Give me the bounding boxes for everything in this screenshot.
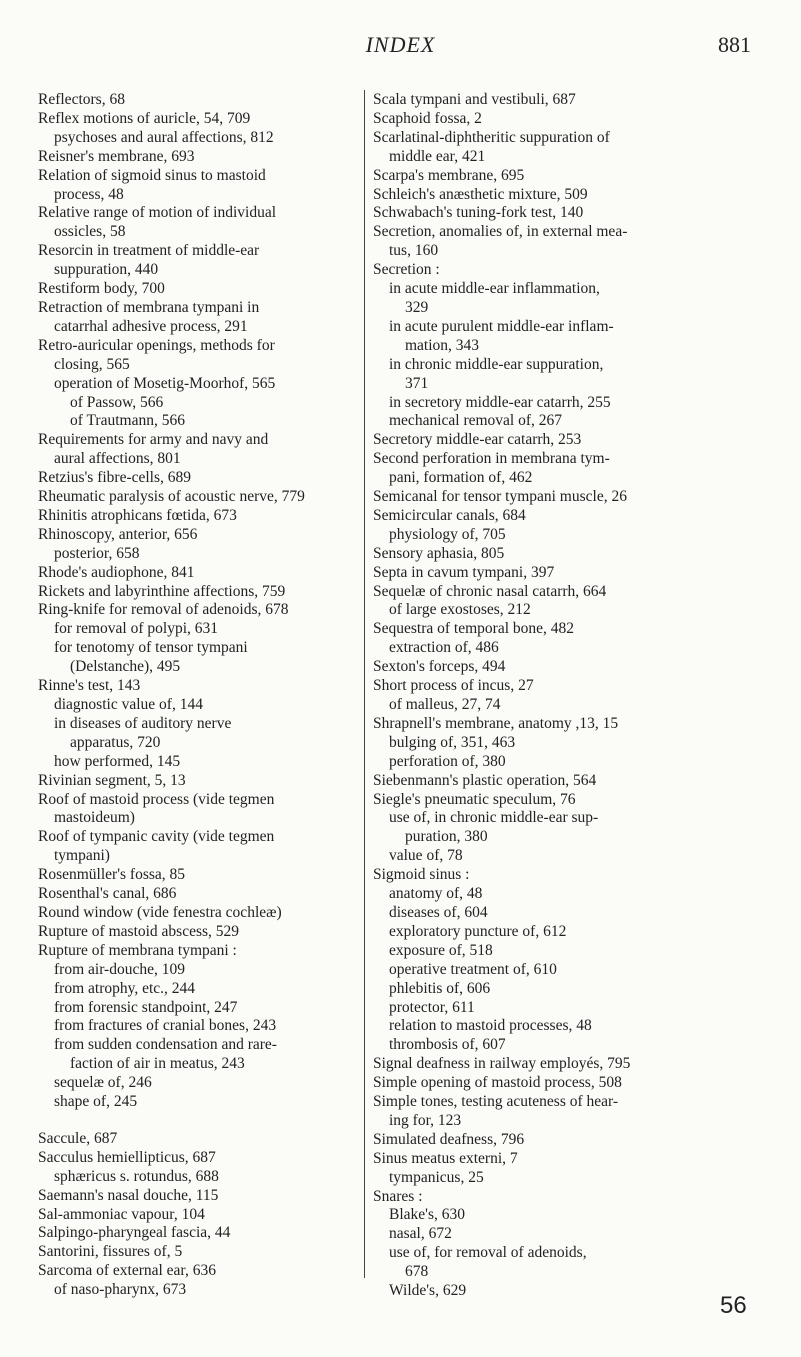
index-subentry: nasal, 672 <box>389 1225 452 1243</box>
index-entry: Short process of incus, 27 <box>373 677 534 695</box>
index-entry: Retraction of membrana tympani in <box>38 298 260 316</box>
index-subentry: from forensic standpoint, 247 <box>54 998 238 1016</box>
section-gap <box>38 1112 370 1130</box>
index-entry: Relative range of motion of individual <box>38 204 277 222</box>
index-entry: Sequestra of temporal bone, 482 <box>373 620 575 638</box>
index-subentry: bulging of, 351, 463 <box>389 733 516 751</box>
index-subentry: psychoses and aural affections, 812 <box>54 128 274 146</box>
index-entry: Simple opening of mastoid process, 508 <box>373 1074 622 1092</box>
index-entry: Rosenmüller's fossa, 85 <box>38 866 186 884</box>
index-subentry: operative treatment of, 610 <box>389 960 557 978</box>
index-entry: Rupture of membrana tympani : <box>38 941 237 959</box>
index-subentry: mation, 343 <box>405 336 480 354</box>
index-entry: Roof of mastoid process (vide tegmen <box>38 790 275 808</box>
index-subentry: process, 48 <box>54 185 124 203</box>
index-subentry: tympani) <box>54 847 110 865</box>
index-entry: Scaphoid fossa, 2 <box>373 109 482 127</box>
index-subentry: Wilde's, 629 <box>389 1282 467 1300</box>
index-subentry: middle ear, 421 <box>389 147 486 165</box>
index-entry: Secretion, anomalies of, in external mea- <box>373 223 628 241</box>
index-entry: Secretory middle-ear catarrh, 253 <box>373 431 582 449</box>
index-entry: Sinus meatus externi, 7 <box>373 1149 518 1167</box>
index-entry: Rheumatic paralysis of acoustic nerve, 779 <box>38 488 305 506</box>
index-entry: Rupture of mastoid abscess, 529 <box>38 922 240 940</box>
index-entry: Semicircular canals, 684 <box>373 506 526 524</box>
index-entry: Sarcoma of external ear, 636 <box>38 1262 216 1280</box>
index-subentry: puration, 380 <box>405 828 488 846</box>
index-subentry: in acute middle-ear inflammation, <box>389 280 600 298</box>
index-subentry: extraction of, 486 <box>389 639 499 657</box>
index-subentry: of Trautmann, 566 <box>70 412 185 430</box>
index-subentry: protector, 611 <box>389 998 475 1016</box>
index-subentry: mechanical removal of, 267 <box>389 412 563 430</box>
index-subentry: in diseases of auditory nerve <box>54 714 232 732</box>
index-entry: Snares : <box>373 1187 423 1205</box>
index-subentry: for tenotomy of tensor tympani <box>54 639 248 657</box>
index-entry: Rosenthal's canal, 686 <box>38 885 177 903</box>
index-subentry: in chronic middle-ear suppuration, <box>389 355 604 373</box>
index-entry: Sensory aphasia, 805 <box>373 544 505 562</box>
index-subentry: how performed, 145 <box>54 752 181 770</box>
index-subentry: from fractures of cranial bones, 243 <box>54 1017 277 1035</box>
index-subentry: posterior, 658 <box>54 544 140 562</box>
index-entry: Rhinitis atrophicans fœtida, 673 <box>38 506 237 524</box>
index-entry: Retro-auricular openings, methods for <box>38 336 275 354</box>
index-entry: Salpingo-pharyngeal fascia, 44 <box>38 1224 231 1242</box>
index-entry: Santorini, fissures of, 5 <box>38 1243 183 1261</box>
index-entry: Schleich's anæsthetic mixture, 509 <box>373 185 588 203</box>
index-subentry: tympanicus, 25 <box>389 1168 484 1186</box>
index-subentry: ing for, 123 <box>389 1111 462 1129</box>
index-subentry: in secretory middle-ear catarrh, 255 <box>389 393 611 411</box>
index-entry: Rivinian segment, 5, 13 <box>38 771 186 789</box>
index-subentry: anatomy of, 48 <box>389 885 483 903</box>
index-entry: Septa in cavum tympani, 397 <box>373 563 555 581</box>
index-subentry: of naso-pharynx, 673 <box>54 1281 187 1299</box>
index-entry: Reflectors, 68 <box>38 91 125 108</box>
index-entry: Simple tones, testing acuteness of hear- <box>373 1093 619 1111</box>
index-subentry: aural affections, 801 <box>54 450 181 468</box>
index-entry: Rinne's test, 143 <box>38 677 141 695</box>
index-entry: Simulated deafness, 796 <box>373 1130 525 1148</box>
index-entry: Sigmoid sinus : <box>373 866 470 884</box>
index-subentry: in acute purulent middle-ear inflam- <box>389 317 614 335</box>
index-subentry: from sudden condensation and rare- <box>54 1036 277 1054</box>
index-subentry: thrombosis of, 607 <box>389 1036 506 1054</box>
index-subentry: 329 <box>405 298 429 316</box>
left-column <box>38 91 370 1300</box>
page-number: 881 <box>718 32 751 57</box>
index-subentry: from air-douche, 109 <box>54 960 185 978</box>
index-subentry: 371 <box>405 374 429 392</box>
index-entry: Siegle's pneumatic speculum, 76 <box>373 790 576 808</box>
index-subentry: of Passow, 566 <box>70 393 164 411</box>
index-subentry: use of, in chronic middle-ear sup- <box>389 809 599 827</box>
index-entry: Reflex motions of auricle, 54, 709 <box>38 109 251 127</box>
running-title: INDEX <box>365 32 436 57</box>
index-entry: Schwabach's tuning-fork test, 140 <box>373 204 584 222</box>
index-subentry: exploratory puncture of, 612 <box>389 922 567 940</box>
index-entry: Ring-knife for removal of adenoids, 678 <box>38 601 289 619</box>
index-entry: Shrapnell's membrane, anatomy ,13, 15 <box>373 714 619 732</box>
index-entry: Rickets and labyrinthine affections, 759 <box>38 582 286 600</box>
index-subentry: sequelæ of, 246 <box>54 1074 152 1092</box>
index-subentry: exposure of, 518 <box>389 941 493 959</box>
index-entry: Saccule, 687 <box>38 1129 118 1147</box>
column-divider <box>364 90 365 1278</box>
index-entry: Second perforation in membrana tym- <box>373 450 610 468</box>
index-subentry: physiology of, 705 <box>389 525 506 543</box>
index-subentry: value of, 78 <box>389 847 463 865</box>
index-entry: Rhode's audiophone, 841 <box>38 563 195 581</box>
index-subentry: use of, for removal of adenoids, <box>389 1244 587 1262</box>
index-entry: Sal-ammoniac vapour, 104 <box>38 1205 205 1223</box>
index-subentry: perforation of, 380 <box>389 752 506 770</box>
index-entry: Roof of tympanic cavity (vide tegmen <box>38 828 275 846</box>
index-entry: Scala tympani and vestibuli, 687 <box>373 91 576 108</box>
index-entry: Scarpa's membrane, 695 <box>373 166 525 184</box>
index-entry: Reisner's membrane, 693 <box>38 147 195 165</box>
index-subentry: for removal of polypi, 631 <box>54 620 219 638</box>
page-header <box>0 22 801 62</box>
index-entry: Retzius's fibre-cells, 689 <box>38 469 192 487</box>
index-subentry: sphæricus s. rotundus, 688 <box>54 1167 219 1185</box>
index-entry: Requirements for army and navy and <box>38 431 269 449</box>
index-entry: Sexton's forceps, 494 <box>373 658 506 676</box>
index-subentry: phlebitis of, 606 <box>389 979 491 997</box>
index-subentry: diseases of, 604 <box>389 903 488 921</box>
index-subentry: tus, 160 <box>389 242 439 260</box>
index-entry: Signal deafness in railway employés, 795 <box>373 1055 631 1073</box>
index-subentry: relation to mastoid processes, 48 <box>389 1017 592 1035</box>
index-entry: Saemann's nasal douche, 115 <box>38 1186 219 1204</box>
index-subentry: closing, 565 <box>54 355 130 373</box>
index-subentry: from atrophy, etc., 244 <box>54 979 196 997</box>
index-entry: Round window (vide fenestra cochleæ) <box>38 903 282 921</box>
index-subentry: of malleus, 27, 74 <box>389 696 501 713</box>
index-subentry: ossicles, 58 <box>54 223 126 241</box>
index-entry: Rhinoscopy, anterior, 656 <box>38 525 198 543</box>
index-entry: Restiform body, 700 <box>38 280 165 298</box>
index-entry: Sequelæ of chronic nasal catarrh, 664 <box>373 582 607 600</box>
index-subentry: 678 <box>405 1263 429 1281</box>
right-column <box>373 91 758 1301</box>
index-entry: Secretion : <box>373 261 440 279</box>
signature-mark: 56 <box>720 1292 747 1319</box>
index-subentry: faction of air in meatus, 243 <box>70 1055 245 1073</box>
index-entry: Scarlatinal-diphtheritic suppuration of <box>373 128 610 146</box>
index-subentry: of large exostoses, 212 <box>389 601 531 619</box>
index-subentry: Blake's, 630 <box>389 1206 465 1224</box>
index-subentry: apparatus, 720 <box>70 733 161 751</box>
index-entry: Resorcin in treatment of middle-ear <box>38 242 260 260</box>
index-entry: Relation of sigmoid sinus to mastoid <box>38 166 266 184</box>
index-entry: Siebenmann's plastic operation, 564 <box>373 771 597 789</box>
index-subentry: operation of Mosetig-Moorhof, 565 <box>54 374 276 392</box>
index-subentry: shape of, 245 <box>54 1093 138 1111</box>
index-subentry: suppuration, 440 <box>54 261 159 279</box>
index-subentry: (Delstanche), 495 <box>70 658 181 676</box>
index-entry: Semicanal for tensor tympani muscle, 26 <box>373 488 627 506</box>
index-subentry: mastoideum) <box>54 809 135 827</box>
index-subentry: catarrhal adhesive process, 291 <box>54 317 248 335</box>
index-entry: Sacculus hemiellipticus, 687 <box>38 1148 216 1166</box>
index-subentry: pani, formation of, 462 <box>389 469 533 487</box>
index-subentry: diagnostic value of, 144 <box>54 696 203 713</box>
